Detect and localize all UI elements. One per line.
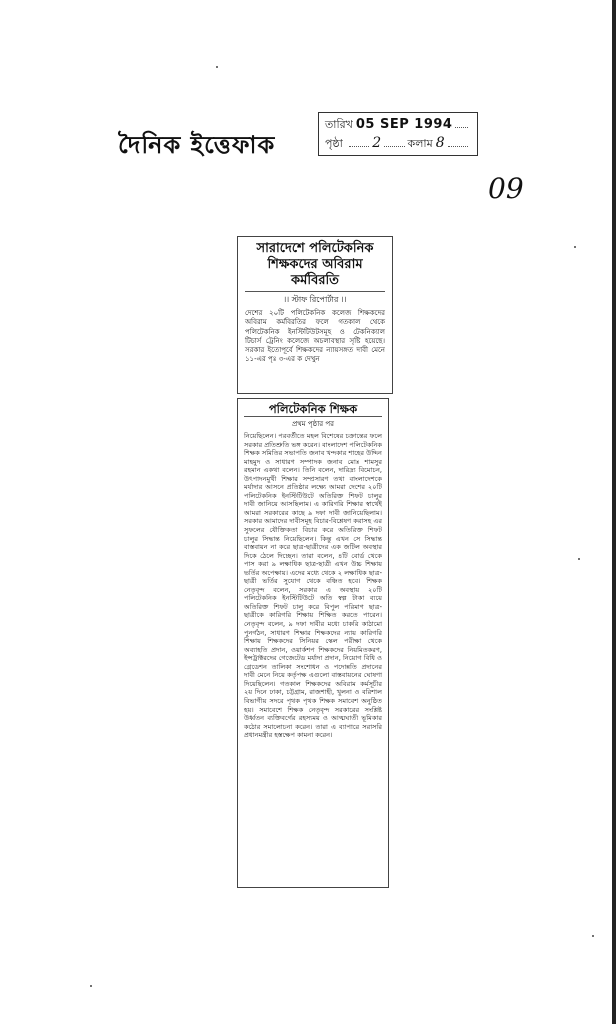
scan-edge xyxy=(612,0,616,1024)
scan-speck xyxy=(574,246,576,248)
handwritten-page-number: 09 xyxy=(488,172,524,205)
stamp-column-line xyxy=(448,145,468,147)
scan-speck xyxy=(578,558,580,560)
newspaper-masthead: দৈনিক ইত্তেফাক xyxy=(118,130,276,159)
article-headline: সারাদেশে পলিটেকনিক শিক্ষকদের অবিরাম কর্মবিরতি xyxy=(245,241,385,292)
scan-speck xyxy=(90,985,92,987)
stamp-date-line xyxy=(455,126,468,128)
clipping-stamp xyxy=(318,112,478,156)
stamp-column-label: কলাম xyxy=(407,137,433,150)
continuation-title: পলিটেকনিক শিক্ষক xyxy=(244,402,382,417)
stamp-page-line-left xyxy=(349,145,369,147)
continuation-body-text: নিয়েছিলেন। পরবর্তীতে মহল বিশেষের চক্রান্তের ফলে সরকার প্রতিশ্রুতি ভঙ্গ করেন। বাংলাদেশ পলিটেকনিক শিক্ষক সমিতির সভাপতি জনাব খন্দকার শাহের উদ্দিন মাহমুদ ও সাধারণ সম্পাদক জনাব মোঃ শামসুর রহমান একথা বলেন। তিনি বলেন, দারিদ্র্য বিমোচন, উৎপাদনমুখী শিক্ষার সম্প্রসারণ তথা বাংলাদেশকে মর্যাদার আসনে প্রতিষ্ঠার লক্ষ্যে আমরা দেশের ২০টি পলিটেকনিক ইনস্টিটিউটে অতিরিক্ত শিফট চালুর দাবী জানিয়ে আসছিলাম। এ কারিগরি শিক্ষার স্বার্থেই আমরা সরকারের কাছে ৯ দফা দাবী জানিয়েছিলাম। সরকার আমাদের দাবীসমূহ বিচার-বিশ্লেষণ করাসহ এর সুফলের যৌক্তিকতা বিচার করে অতিরিক্ত শিফট চালুর সিদ্ধান্ত নিয়েছিলেন। কিন্তু এখন সে সিদ্ধান্ত বাস্তবায়ন না করে ছাত্র-ছাত্রীদের এক জটিল অবস্থার দিকে ঠেলে দিচ্ছেন। তারা বলেন, ৪টি বোর্ড থেকে পাস করা ৯ লক্ষাধিক ছাত্র-ছাত্রী এখন উচ্চ শিক্ষায় ভর্তির অপেক্ষায়। এদের মধ্যে থেকে ২ লক্ষাধিক ছাত্র-ছাত্রী ভর্তির সুযোগ থেকে বঞ্চিত হবে। শিক্ষক নেতৃবৃন্দ বলেন, সরকার এ অবস্থায় ২০টি পলিটেকনিক ইনস্টিটিউটে অতি স্বল্প টাকা ব্যয়ে অতিরিক্ত শিফট চালু করে বিপুল পরিমাণ ছাত্র-ছাত্রীকে কারিগরি শিক্ষায় শিক্ষিত করতে পারেন। নেতৃবৃন্দ বলেন, ৯ দফা দাবীর মধ্যে চাকরি কাঠামো পুনর্গঠন, সাধারণ শিক্ষার শিক্ষকদের ন্যায় কারিগরি শিক্ষায় শিক্ষকদের সিনিয়র স্কেল পরীক্ষা থেকে অব্যাহতি প্রদান, ওয়ার্কশপ শিক্ষকদের নিয়মিতকরণ, ইন্সট্রাক্টরদের গেজেটেড মর্যাদা প্রদান, নিয়োগ বিধি ও গ্রেডেশন তালিকা সংশোধন ও পদোন্নতি প্রদানের দাবী মেনে নিয়ে কর্তৃপক্ষ এগুলো বাস্তবায়নের ঘোষণা দিয়েছিলেন। গতকাল শিক্ষকদের অবিরাম কর্মসূচীর ২য় দিনে ঢাকা, চট্টগ্রাম, রাজশাহী, খুলনা ও বরিশাল বিভাগীয় সদরে পৃথক পৃথক শিক্ষক সমাবেশ অনুষ্ঠিত হয়। সমাবেশে শিক্ষক নেতৃবৃন্দ সরকারের সংশ্লিষ্ট উর্ধ্বতন ব্যক্তিবর্গের রহস্যময় ও আত্মঘাতী ভূমিকার কঠোর সমালোচনা করেন। তারা এ ব্যাপারে সরাসরি প্রধানমন্ত্রীর হস্তক্ষেপ কামনা করেন। xyxy=(244,432,382,740)
scan-speck xyxy=(592,935,594,937)
continuation-note: প্রথম পৃষ্ঠার পর xyxy=(292,420,334,428)
stamp-page-row xyxy=(325,134,471,153)
stamp-page-value: 2 xyxy=(372,135,382,151)
stamp-page-label: পৃষ্ঠা xyxy=(325,137,343,150)
stamp-date-label: তারিখ xyxy=(325,118,353,131)
stamp-date-row xyxy=(325,115,471,134)
article-clipping-top xyxy=(237,236,393,394)
scan-speck xyxy=(216,66,218,68)
article-lead-text: দেশের ২০টি পলিটেকনিক কলেজ শিক্ষকদের অবিরাম কর্মবিরতির ফলে গতকাল থেকে পলিটেকনিক ইনস্টিটিউটসমূহ ও টেকনিক্যাল টিচার্স ট্রেনিং কলেজে অচলাবস্থার সৃষ্টি হয়েছে। সরকার ইতোপূর্বে শিক্ষকদের ন্যায়সঙ্গত দাবী মেনে ১১-এর পৃঃ ৩-এর ক দেখুন xyxy=(245,309,385,364)
stamp-column-value: 8 xyxy=(435,135,445,151)
stamp-page-line-right xyxy=(384,145,404,147)
article-clipping-continuation xyxy=(237,398,389,888)
article-byline: ।। স্টাফ রিপোর্টার ।। xyxy=(283,295,347,304)
stamp-date-value: 05 SEP 1994 xyxy=(355,117,453,132)
